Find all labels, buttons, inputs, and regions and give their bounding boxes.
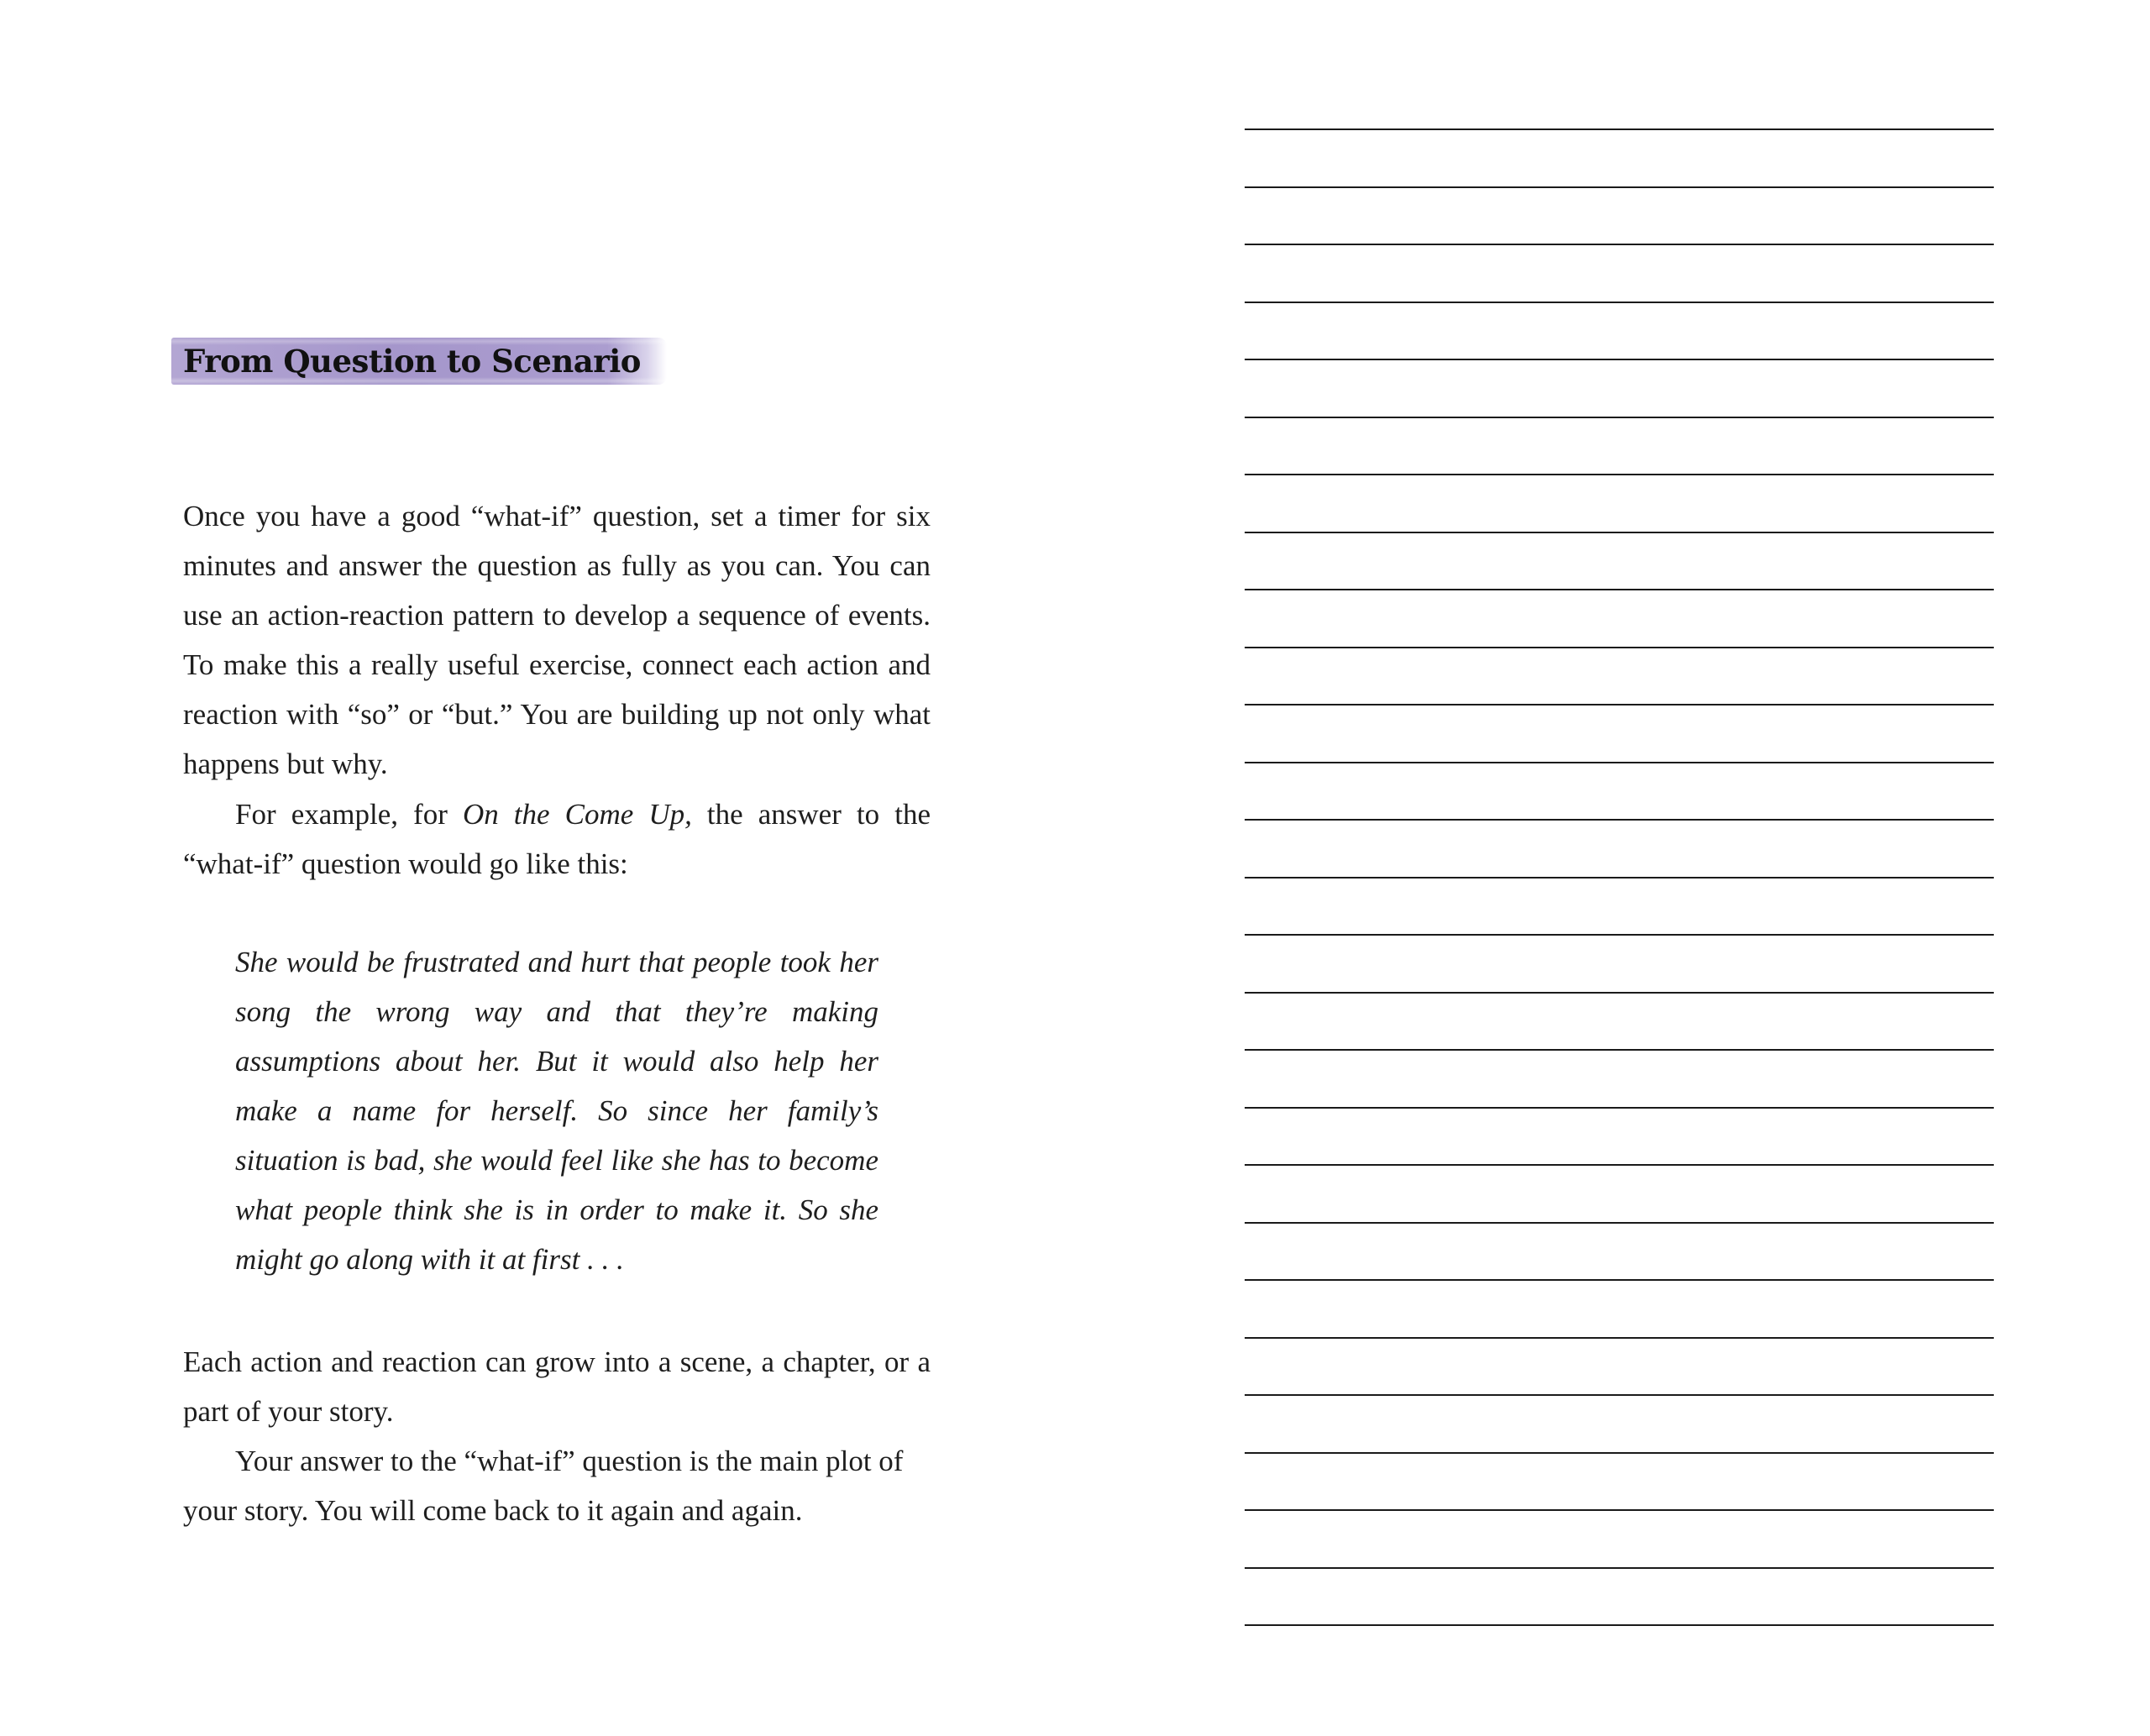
writing-line xyxy=(1245,532,1994,533)
scene-paragraph: Each action and reaction can grow into a scene, a chapter, or a part of your story. xyxy=(183,1345,931,1428)
writing-line xyxy=(1245,417,1994,418)
writing-line xyxy=(1245,1164,1994,1166)
writing-line xyxy=(1245,1509,1994,1511)
writing-line xyxy=(1245,589,1994,590)
writing-line xyxy=(1245,244,1994,245)
example-paragraph xyxy=(183,789,931,889)
writing-line xyxy=(1245,992,1994,994)
writing-line xyxy=(1245,302,1994,303)
writing-line xyxy=(1245,1567,1994,1569)
writing-line xyxy=(1245,186,1994,188)
writing-line xyxy=(1245,1107,1994,1109)
left-page xyxy=(183,0,931,1736)
writing-line xyxy=(1245,474,1994,475)
writing-line xyxy=(1245,1624,1994,1626)
writing-line xyxy=(1245,704,1994,705)
section-heading: From Question to Scenario xyxy=(171,338,667,385)
book-title: On the Come Up, xyxy=(462,798,692,831)
writing-line xyxy=(1245,647,1994,648)
writing-line xyxy=(1245,128,1994,130)
writing-line xyxy=(1245,1452,1994,1454)
writing-line xyxy=(1245,877,1994,878)
writing-line xyxy=(1245,934,1994,936)
example-lead-text: For example, for xyxy=(235,798,463,831)
writing-lines-page xyxy=(1245,0,1994,1736)
writing-line xyxy=(1245,819,1994,821)
example-quote: She would be frustrated and hurt that people took her song the wrong way and that they’re making assumptions about her. But it would also help her make a name for herself. So since her family’s situation is bad, she would feel like she has to become what people think she is in order to make it. So she might go along with it at first . . . xyxy=(235,946,878,1276)
writing-line xyxy=(1245,1222,1994,1224)
writing-line xyxy=(1245,1394,1994,1396)
intro-paragraph: Once you have a good “what-if” question, set a timer for six minutes and answer the question as fully as you can. You can use an action-reaction pattern to develop a sequence of events. To make this a really useful exercise, connect each action and reaction with “so” or “but.” You are building up not only what happens but why. xyxy=(183,500,931,780)
writing-line xyxy=(1245,1279,1994,1281)
writing-line xyxy=(1245,1337,1994,1339)
plot-paragraph: Your answer to the “what-if” question is the main plot of your story. You will come back to it again and again. xyxy=(183,1445,904,1527)
writing-line xyxy=(1245,1049,1994,1051)
writing-line xyxy=(1245,762,1994,763)
writing-line xyxy=(1245,359,1994,360)
example-trail-text: the answer to the “what-if” question would go like this: xyxy=(183,798,931,880)
